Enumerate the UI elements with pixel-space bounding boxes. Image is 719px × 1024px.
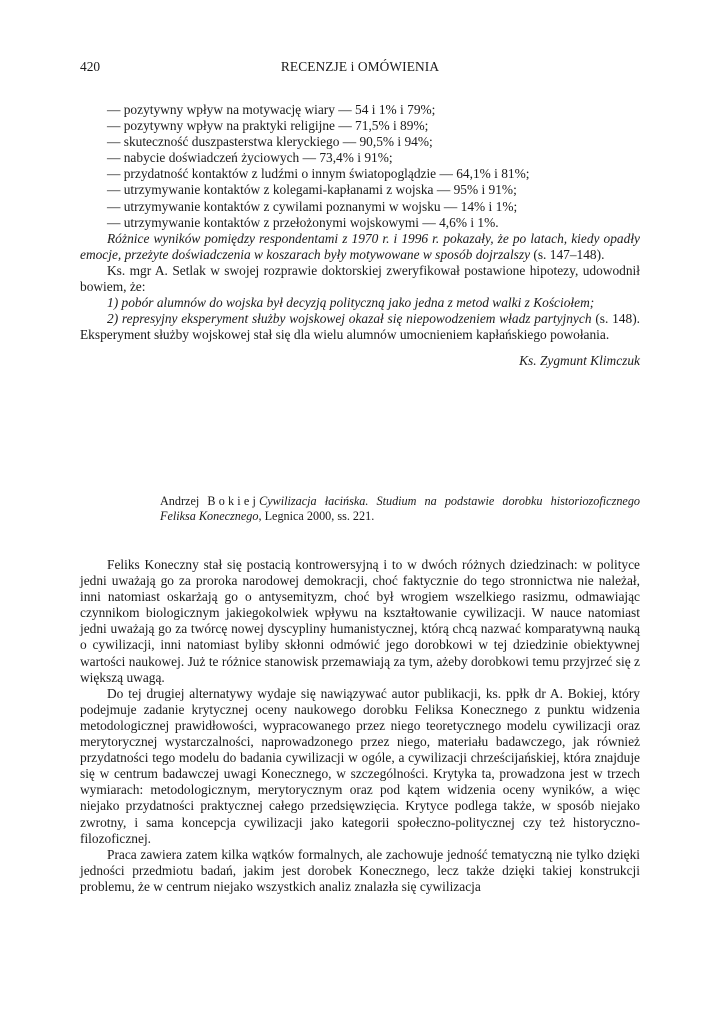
page-ref: (s. 147–148). <box>530 246 605 262</box>
list-item: — skuteczność duszpasterstwa kleryckiego — 90,5% i 94%; <box>107 134 433 150</box>
list-item: — pozytywny wpływ na praktyki religijne — 71,5% i 89%; <box>107 118 429 134</box>
list-item: — pozytywny wpływ na motywację wiary — 54 i 1% i 79%; <box>107 102 436 117</box>
italic-text: 1) pobór alumnów do wojska był decyzją polityczną jako jedna z metod walki z Kościołem; <box>107 295 595 311</box>
paragraph-tail: (s. 148). Eksperyment służby wojskowej stał się dla wielu alumnów umocnieniem kapłańskiego powołania. <box>80 311 641 343</box>
italic-text: 2) represyjny eksperyment służby wojskowej okazał się niepowodzeniem władz partyjnych <box>107 311 592 327</box>
author-last-name: Bokiej <box>207 494 260 508</box>
paragraph: Do tej drugiej alternatywy wydaje się nawiązywać autor publikacji, ks. ppłk dr A. Bokiej, który podejmuje zadanie krytycznej oceny naukowego dorobku Feliksa Konecznego z punktu widzenia metodologicznej prawidłowości, wypracowanego przez niego teoretycznego modelu cywilizacji oraz merytorycznej wystarczalności, naprowadzonego przez niego, materiału badawczego, jak również przydatności tego modelu do badania cywilizacji w ogóle, a cywilizacji chrześcijańskiej, która znajduje się w centrum badawczej uwagi Konecznego, w szczególności. Krytyka ta, prowadzona jest w trzech wymiarach: metodologicznym, merytorycznym oraz pod kątem widzenia oceny wyników, a więc niejako przydatności praktycznej całego przedsięwzięcia. Krytyce podlega także, w sposób niejako zwrotny, i sama koncepcja cywilizacji jako kategorii społeczno-politycznej czy też historyczno-filozoficznej. <box>80 685 640 846</box>
author-first-name: Andrzej <box>160 494 200 508</box>
page-number: 420 <box>80 59 101 74</box>
list-item: — utrzymywanie kontaktów z kolegami-kapłanami z wojska — 95% i 91%; <box>107 182 517 198</box>
publication-info: , Legnica 2000, ss. 221. <box>258 508 375 523</box>
review-1-body <box>80 102 640 370</box>
running-title: RECENZJE i OMÓWIENIA <box>280 59 440 74</box>
paragraph <box>80 295 640 311</box>
italic-text: Różnice wyników pomiędzy respondentami z 1970 r. i 1996 r. pokazały, że po latach, kiedy opadły emocje, przeżyte doświadczenia w koszarach były motywowane w sposób dojrzalszy <box>80 230 640 262</box>
paragraph <box>80 231 640 263</box>
paragraph: Ks. mgr A. Setlak w swojej rozprawie doktorskiej zweryfikował postawione hipotezy, udowodnił bowiem, że: <box>80 262 640 295</box>
list-item: — utrzymywanie kontaktów z cywilami poznanymi w wojsku — 14% i 1%; <box>107 198 518 214</box>
book-citation <box>160 494 640 523</box>
paragraph: Feliks Koneczny stał się postacią kontrowersyjną i to w dwóch różnych dziedzinach: w polityce jedni uważają go za proroka narodowej demokracji, choć faktycznie do tego stronnictwa nie należał, inni natomiast oskarżają go o antysemityzm, choć był wrogiem wszelkiego rasizmu, odmawiając czynnikom biologicznym jakiegokolwiek wpływu na kształtowanie cywilizacji. W nauce natomiast jedni uważają go za twórcę nowej dyscypliny humanistycznej, którą chcą nazwać komparatywną nauką o cywilizacji, inni natomiast byliby skłonni odmówić jego dorobkowi w tej dziedzinie obiektywnej wartości naukowej. Już te różnice stanowisk przemawiają za tym, ażeby dorobkowi temu przyjrzeć się z większą uwagą. <box>80 557 640 685</box>
reviewer-signature: Ks. Zygmunt Klimczuk <box>519 353 640 369</box>
review-2-body <box>80 557 640 895</box>
paragraph <box>80 311 640 343</box>
paragraph: Praca zawiera zatem kilka wątków formalnych, ale zachowuje jedność tematyczną nie tylko dzięki jedności przedmiotu badań, jakim jest dorobek Konecznego, lecz także dzięki takiej konstrukcji problemu, że w centrum niejako wszystkich analiz znalazła się cywilizacja <box>80 846 640 894</box>
list-item: — utrzymywanie kontaktów z przełożonymi wojskowymi — 4,6% i 1%. <box>107 214 499 230</box>
book-title: Cywilizacja łacińska. Studium na podstawie dorobku historiozoficznego Feliksa Konecznego <box>160 494 641 523</box>
list-item: — przydatność kontaktów z ludźmi o innym światopoglądzie — 64,1% i 81%; <box>107 166 530 182</box>
list-item: — nabycie doświadczeń życiowych — 73,4% i 91%; <box>107 150 393 166</box>
